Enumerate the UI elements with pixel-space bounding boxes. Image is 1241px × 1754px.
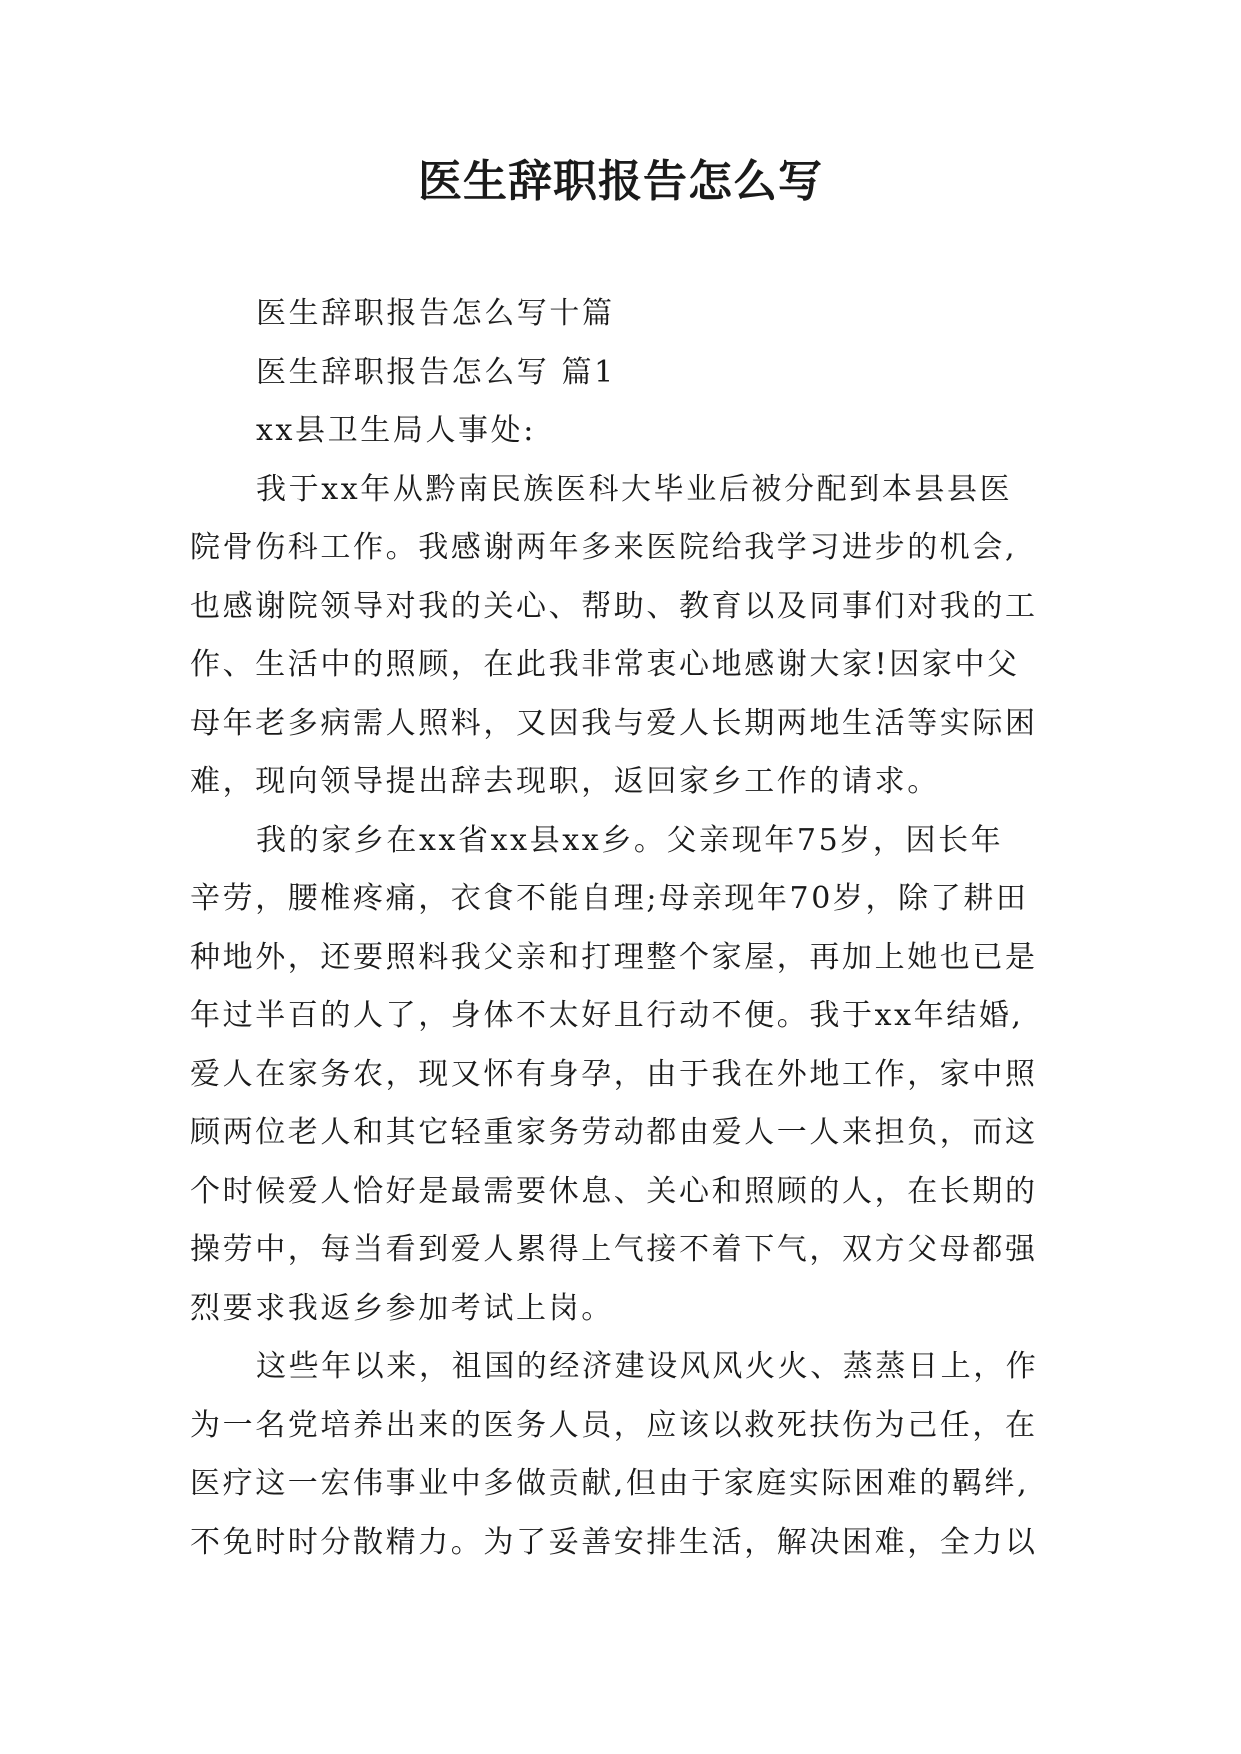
paragraph-2-line: 辛劳，腰椎疼痛，衣食不能自理;母亲现年70岁，除了耕田 <box>190 881 1029 916</box>
paragraph-2-line: 个时候爱人恰好是最需要休息、关心和照顾的人，在长期的 <box>190 1173 1038 1209</box>
document-body <box>190 285 1050 1572</box>
paragraph-2-line: 年过半百的人了，身体不太好且行动不便。我于xx年结婚, <box>190 998 1024 1033</box>
subtitle-line: 医生辞职报告怎么写十篇 <box>256 296 615 331</box>
document-title: 医生辞职报告怎么写 <box>418 156 823 207</box>
paragraph-2-line: 爱人在家务农，现又怀有身孕，由于我在外地工作，家中照 <box>190 1056 1038 1092</box>
paragraph-3-line: 这些年以来，祖国的经济建设风风火火、蒸蒸日上，作 <box>256 1349 1039 1384</box>
paragraph-2-line: 顾两位老人和其它轻重家务劳动都由爱人一人来担负，而这 <box>190 1115 1038 1150</box>
paragraph-1-line: 难，现向领导提出辞去现职，返回家乡工作的请求。 <box>190 764 940 799</box>
paragraph-1-line: 我于xx年从黔南民族医科大毕业后被分配到本县县医 <box>256 471 1013 507</box>
paragraph-1-line: 院骨伤科工作。我感谢两年多来医院给我学习进步的机会, <box>190 530 1018 565</box>
salutation: xx县卫生局人事处: <box>256 413 536 448</box>
paragraph-2-line: 我的家乡在xx省xx县xx乡。父亲现年75岁，因长年 <box>256 822 1004 858</box>
paragraph-1-line: 作、生活中的照顾，在此我非常衷心地感谢大家!因家中父 <box>190 647 1020 682</box>
paragraph-1-line: 母年老多病需人照料，又因我与爱人长期两地生活等实际困 <box>190 705 1038 741</box>
paragraph-1-line: 也感谢院领导对我的关心、帮助、教育以及同事们对我的工 <box>190 588 1038 624</box>
paragraph-3-line: 医疗这一宏伟事业中多做贡献,但由于家庭实际困难的羁绊, <box>190 1466 1030 1501</box>
paragraph-2-line: 操劳中，每当看到爱人累得上气接不着下气，双方父母都强 <box>190 1232 1038 1267</box>
paragraph-2-line: 烈要求我返乡参加考试上岗。 <box>190 1290 614 1326</box>
paragraph-3-line: 不免时时分散精力。为了妥善安排生活，解决困难，全力以 <box>190 1524 1038 1560</box>
paragraph-2-line: 种地外，还要照料我父亲和打理整个家屋，再加上她也已是 <box>190 939 1038 975</box>
section-heading: 医生辞职报告怎么写 篇1 <box>256 354 616 390</box>
paragraph-3-line: 为一名党培养出来的医务人员，应该以救死扶伤为己任，在 <box>190 1407 1038 1443</box>
